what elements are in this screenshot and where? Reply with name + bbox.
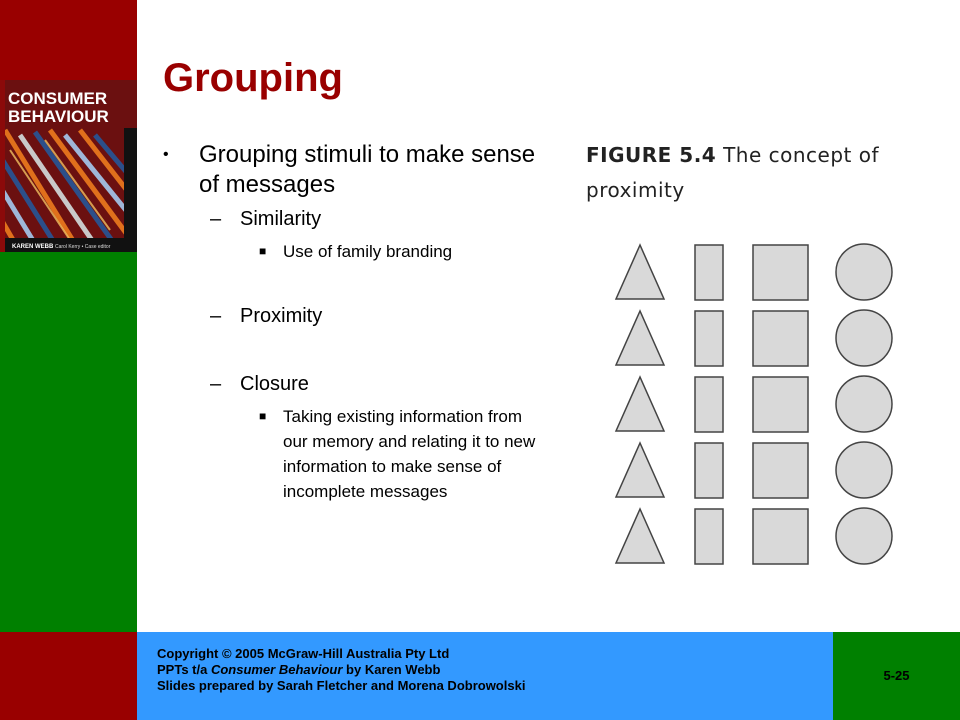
left-bar-middle [0, 252, 137, 632]
figure-label: FIGURE 5.4 [586, 143, 717, 167]
dash-icon: – [210, 305, 222, 327]
narrow-rectangle-shape [695, 377, 723, 432]
narrow-rectangle-shape [695, 311, 723, 366]
footer-left-block [0, 632, 137, 720]
footer-line2-suffix: by Karen Webb [342, 662, 441, 677]
triangle-shape [616, 509, 664, 563]
figure-caption [586, 138, 916, 208]
triangle-shape [616, 443, 664, 497]
bullet-text: Use of family branding [283, 242, 453, 261]
proximity-shapes-grid [600, 235, 910, 570]
book-author: KAREN WEBB [12, 244, 54, 250]
figure-caption-line2: proximity [586, 178, 685, 202]
dash-icon: – [210, 208, 222, 230]
bullet-level2-closure [163, 372, 543, 396]
slide-title: Grouping [163, 56, 343, 100]
bullet-text: Proximity [240, 305, 323, 327]
circle-shape [836, 376, 892, 432]
bullet-level2-proximity [163, 304, 543, 328]
triangle-shape [616, 311, 664, 365]
footer-line2-prefix: PPTs t/a [157, 662, 211, 677]
triangle-shape [616, 377, 664, 431]
narrow-rectangle-shape [695, 245, 723, 300]
square-shape [753, 443, 808, 498]
footer-line1: Copyright © 2005 McGraw-Hill Australia Pty Ltd [157, 646, 450, 661]
bullet-text: Taking existing information from our memory and relating it to new information to make sense of incomplete messages [283, 407, 536, 501]
book-title-line2: BEHAVIOUR [8, 107, 109, 126]
bullet-list [163, 140, 543, 504]
square-shape [753, 311, 808, 366]
slide-number: 5-25 [883, 668, 910, 683]
bullet-text: Closure [240, 373, 309, 395]
circle-shape [836, 508, 892, 564]
bullet-text: Similarity [240, 208, 322, 230]
triangle-shape [616, 245, 664, 299]
bullet-level1-grouping [163, 140, 543, 200]
narrow-rectangle-shape [695, 443, 723, 498]
footer-line2-book: Consumer Behaviour [210, 662, 343, 677]
square-shape [753, 245, 808, 300]
proximity-figure [600, 235, 910, 575]
square-shape [753, 509, 808, 564]
book-cover-graphic [0, 80, 137, 252]
bullet-dot-icon: • [163, 146, 169, 163]
square-bullet-icon: ■ [259, 244, 267, 258]
circle-shape [836, 442, 892, 498]
dash-icon: – [210, 373, 222, 395]
footer-line3: Slides prepared by Sarah Fletcher and Morena Dobrowolski [157, 678, 526, 693]
book-editors: Carol Kerry • Case editor [55, 244, 111, 250]
circle-shape [836, 310, 892, 366]
bullet-text: Grouping stimuli to make sense of messages [199, 141, 536, 198]
bullet-level3-family-branding [163, 239, 543, 264]
footer-line2 [157, 662, 525, 678]
square-shape [753, 377, 808, 432]
figure-caption-line1: The concept of [723, 143, 880, 167]
bullet-level2-similarity [163, 207, 543, 231]
footer-copyright [157, 646, 525, 694]
book-cover-image [0, 80, 137, 252]
square-bullet-icon: ■ [259, 409, 267, 423]
circle-shape [836, 244, 892, 300]
bullet-level3-closure-detail [163, 404, 543, 504]
book-title-line1: CONSUMER [8, 89, 108, 108]
narrow-rectangle-shape [695, 509, 723, 564]
